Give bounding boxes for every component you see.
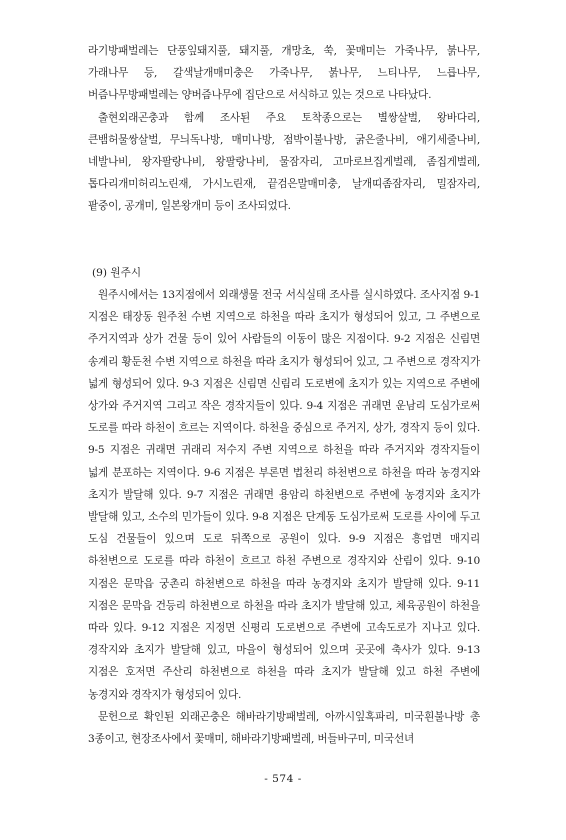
continuation-paragraph: 라기방패벌레는 단풍잎돼지풀, 돼지풀, 개망초, 쑥, 꽃매미는 가죽나무, 붉나무, 가래나무 등, 갈색날개매미충은 가죽나무, 붉나무, 느티나무, 느릅나무, 버즘나무방패벌레는 양버즘나무에 집단으로 서식하고 있는 것으로 나타났다.: [88, 45, 480, 102]
section-heading: (9) 원주시: [92, 267, 142, 279]
section-wonju: [88, 262, 480, 750]
literature-paragraph: 문헌으로 확인된 외래곤충은 해바라기방패벌레, 아까시잎혹파리, 미국흰불나방 총 3종이고, 현장조사에서 꽃매미, 해바라기방패벌레, 버들바구미, 미국선녀: [88, 710, 480, 746]
page-number: - 574 -: [264, 773, 302, 785]
native-insects-paragraph: 출현외래곤충과 함께 조사된 주요 토착종으로는 별쌍살벌, 왕바다리, 큰뱀허물쌍살벌, 무늬독나방, 매미나방, 점박이불나방, 굵은줄나비, 애기세줄나비, 네발나비, 왕자팔랑나비, 왕팔랑나비, 물잠자리, 고마로브집게벌레, 좀집게벌레, 톱다리개미허리노린재, 가시노린재, 끝검은말매미충, 날개띠좀잠자리, 밀잠자리, 팥중이, 공개미, 일본왕개미 등이 조사되었다.: [88, 111, 480, 213]
survey-paragraph: 원주시에서는 13지점에서 외래생물 전국 서식실태 조사를 실시하였다. 조사지점 9-1 지점은 태장동 원주천 수변 지역으로 하천을 따라 초지가 형성되어 있고, 그 주변으로 주거지역과 상가 건물 등이 있어 사람들의 이동이 많은 지점이다. 9-2 지점은 신림면 송계리 황둔천 수변 지역으로 하천을 따라 초지가 형성되어 있고, 그 주변으로 경작지가 넓게 형성되어 있다. 9-3 지점은 신림면 신림리 도로변에 초지가 있는 지역으로 주변에 상가와 주거지역 그리고 작은 경작지들이 있다. 9-4 지점은 귀래면 운남리 도심가로써 도로를 따라 하천이 흐르는 지역이다. 하천을 중심으로 주거지, 상가, 경작지 등이 있다. 9-5 지점은 귀래면 귀래리 저수지 주변 지역으로 하천을 따라 주거지와 경작지들이 넓게 분포하는 지역이다. 9-6 지점은 부론면 법천리 하천변으로 하천을 따라 농경지와 초지가 발달해 있다. 9-7 지점은 귀래면 용암리 하천변으로 주변에 농경지와 초지가 발달해 있고, 소수의 민가들이 있다. 9-8 지점은 단계동 도심가로써 도로를 사이에 두고 도심 건물들이 있으며 도로 뒤쪽으로 공원이 있다. 9-9 지점은 흥업면 매지리 하천변으로 도로를 따라 하천이 흐르고 하천 주변으로 경작지와 산림이 있다. 9-10 지점은 문막읍 궁촌리 하천변으로 하천을 따라 농경지와 초지가 발달해 있다. 9-11 지점은 문막읍 건등리 하천변으로 하천을 따라 초지가 발달해 있고, 체육공원이 하천을 따라 있다. 9-12 지점은 지정면 신평리 도로변으로 주변에 고속도로가 지나고 있다. 경작지와 초지가 발달해 있고, 마을이 형성되어 있으며 곳곳에 축사가 있다. 9-13 지점은 호저면 주산리 하천변으로 하천을 따라 초지가 발달해 있고 하천 주변에 농경지와 경작지가 형성되어 있다.: [88, 289, 480, 701]
text-block-top: [88, 40, 480, 218]
